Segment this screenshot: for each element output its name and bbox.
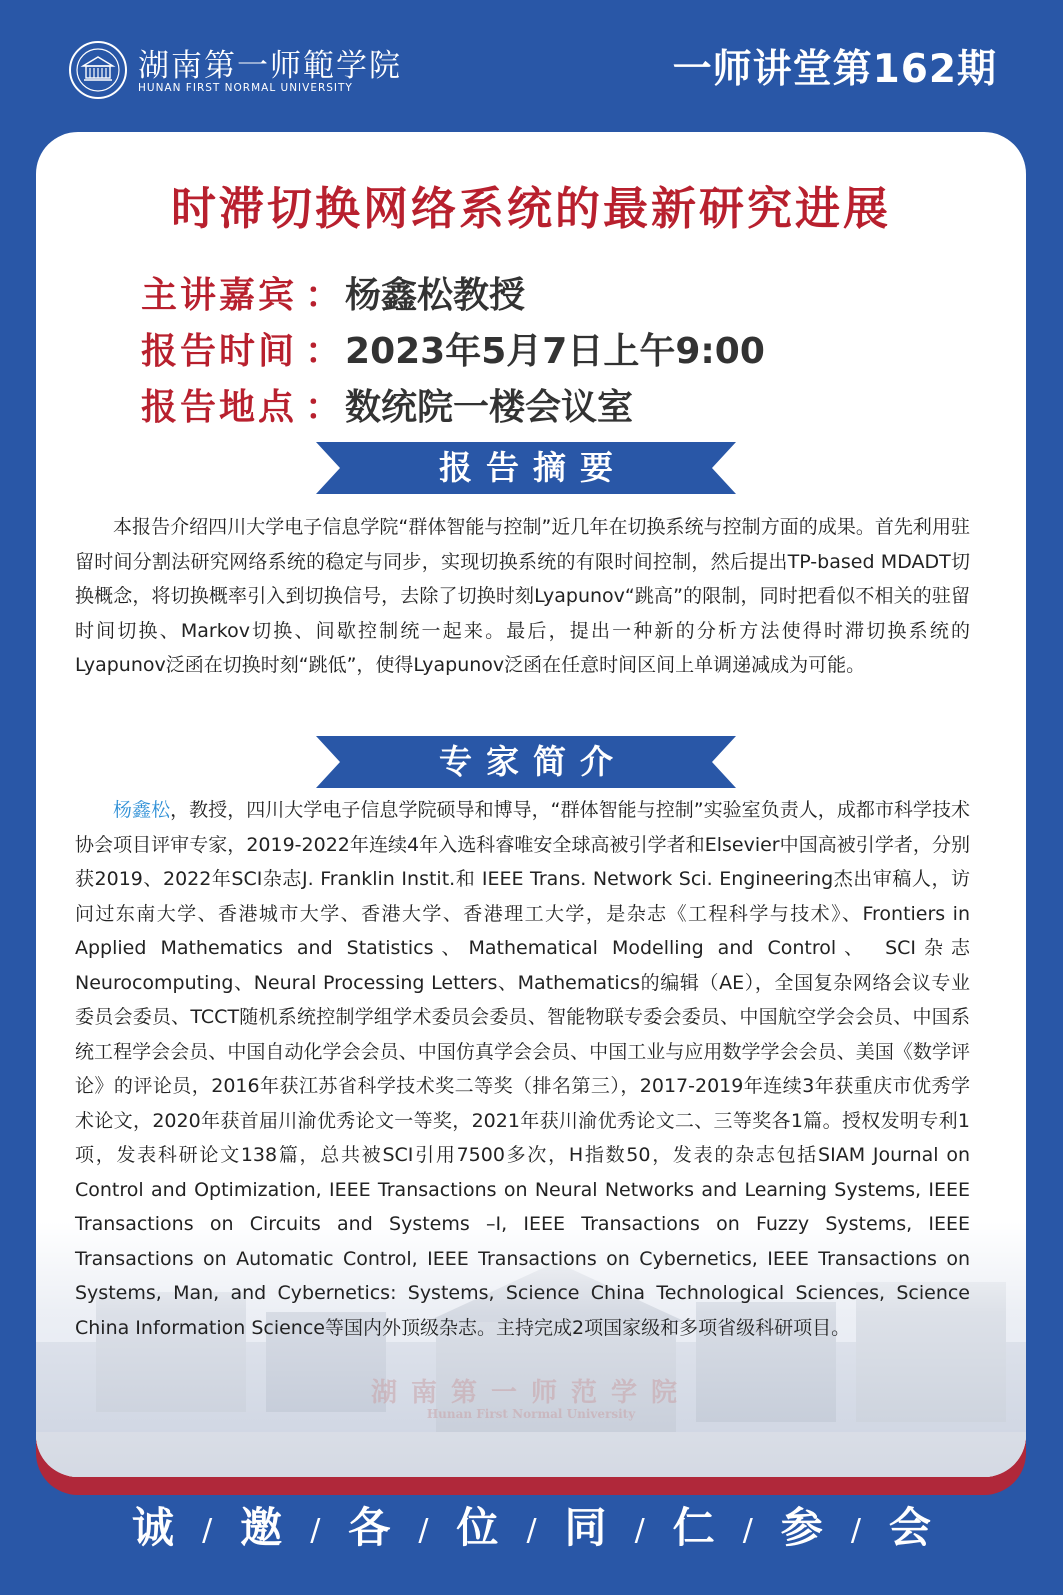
- bio-text: ，教授，四川大学电子信息学院硕导和博导，“群体智能与控制”实验室负责人，成都市科学技术协会项目评审专家，2019-2022年连续4年入选科睿唯安全球高被引学者和Elsevier中国高被引学者，分别获2019、2022年SCI杂志J. Franklin Instit.和 IEEE Trans. Network Sci. Engineering杰出审稿人，访问过东南大学、香港城市大学、香港大学、香港理工大学，是杂志《工程科学与技术》、Frontiers in Applied Mathematics and Statistics、Mathematical Modelling and Control、 SCI杂志Neurocomputing、Neural Processing Letters、Mathematics的编辑（AE），全国复杂网络会议专业委员会委员、TCCT随机系统控制学组学术委员会委员、智能物联专委会委员、中国航空学会会员、中国系统工程学会会员、中国自动化学会会员、中国仿真学会会员、中国工业与应用数学学会会员、美国《数学评论》的评论员，2016年获江苏省科学技术奖二等奖（排名第三），2017-2019年连续3年获重庆市优秀学术论文，2020年获首届川渝优秀论文一等奖，2021年获川渝优秀论文二、三等奖各1篇。授权发明专利1项，发表科研论文138篇，总共被SCI引用7500多次，H指数50，发表的杂志包括SIAM Journal on Control and Optimization, IEEE Transactions on Neural Networks and Learning Systems, IEEE Transactions on Circuits and Systems –I, IEEE Transactions on Fuzzy Systems, IEEE Transactions on Automatic Control, IEEE Transactions on Cybernetics, IEEE Transactions on Systems, Man, and Cybernetics: Systems, Science China Technological Sciences, Science China Information Science等国内外顶级杂志。主持完成2项国家级和多项省级科研项目。: [75, 799, 970, 1339]
- footer-char: 诚: [132, 1503, 175, 1552]
- info-label: 报告地点: [141, 387, 298, 428]
- school-name-cn: 湖南第一师範学院: [138, 48, 402, 84]
- bio-banner: [316, 736, 736, 788]
- info-label: 主讲嘉宾: [141, 275, 298, 316]
- info-location: [141, 379, 633, 430]
- campus-watermark-en: Hunan First Normal University: [426, 1407, 636, 1421]
- lecture-title: 时滞切换网络系统的最新研究进展: [170, 182, 891, 235]
- campus-watermark-cn: 湖南第一师范学院: [370, 1378, 691, 1408]
- bio-paragraph: [75, 793, 970, 1345]
- header: [0, 0, 1063, 130]
- abstract-heading: 报告摘要: [439, 448, 627, 487]
- abstract-paragraph: [75, 510, 970, 683]
- footer-separator: /: [526, 1513, 537, 1548]
- info-time: [141, 323, 765, 374]
- abstract-banner: [316, 442, 736, 494]
- footer-char: 位: [456, 1503, 499, 1552]
- lecture-series-title: 一师讲堂第162期: [672, 47, 997, 92]
- content-card: [36, 132, 1026, 1477]
- footer-char: 各: [348, 1503, 391, 1552]
- footer-char: 邀: [240, 1503, 283, 1552]
- info-colon: ：: [305, 275, 342, 316]
- info-colon: ：: [305, 387, 342, 428]
- footer-char: 参: [780, 1503, 823, 1552]
- info-speaker: [141, 267, 525, 318]
- info-colon: ：: [305, 331, 342, 372]
- footer-char: 会: [888, 1503, 931, 1552]
- info-value: 数统院一楼会议室: [345, 387, 634, 428]
- school-name-en: HUNAN FIRST NORMAL UNIVERSITY: [138, 82, 353, 94]
- abstract-text: 本报告介绍四川大学电子信息学院“群体智能与控制”近几年在切换系统与控制方面的成果。首先利用驻留时间分割法研究网络系统的稳定与同步，实现切换系统的有限时间控制，然后提出TP-based MDADT切换概念，将切换概率引入到切换信号，去除了切换时刻Lyapunov“跳高”的限制，同时把看似不相关的驻留时间切换、Markov切换、间歇控制统一起来。最后，提出一种新的分析方法使得时滞切换系统的Lyapunov泛函在切换时刻“跳低”，使得Lyapunov泛函在任意时间区间上单调递减成为可能。: [75, 516, 970, 676]
- invitation-footer: [0, 1495, 1063, 1555]
- university-seal-icon: [68, 40, 128, 100]
- footer-separator: /: [310, 1513, 321, 1548]
- info-value: 2023年5月7日上午9:00: [345, 331, 765, 372]
- footer-separator: /: [742, 1513, 753, 1548]
- footer-separator: /: [850, 1513, 861, 1548]
- info-value: 杨鑫松教授: [345, 275, 526, 316]
- footer-separator: /: [418, 1513, 429, 1548]
- footer-separator: /: [202, 1513, 213, 1548]
- footer-separator: /: [634, 1513, 645, 1548]
- speaker-name: 杨鑫松: [113, 799, 171, 821]
- footer-char: 同: [564, 1503, 607, 1552]
- footer-char: 仁: [672, 1503, 715, 1552]
- bio-heading: 专家简介: [439, 742, 627, 781]
- info-label: 报告时间: [141, 331, 298, 372]
